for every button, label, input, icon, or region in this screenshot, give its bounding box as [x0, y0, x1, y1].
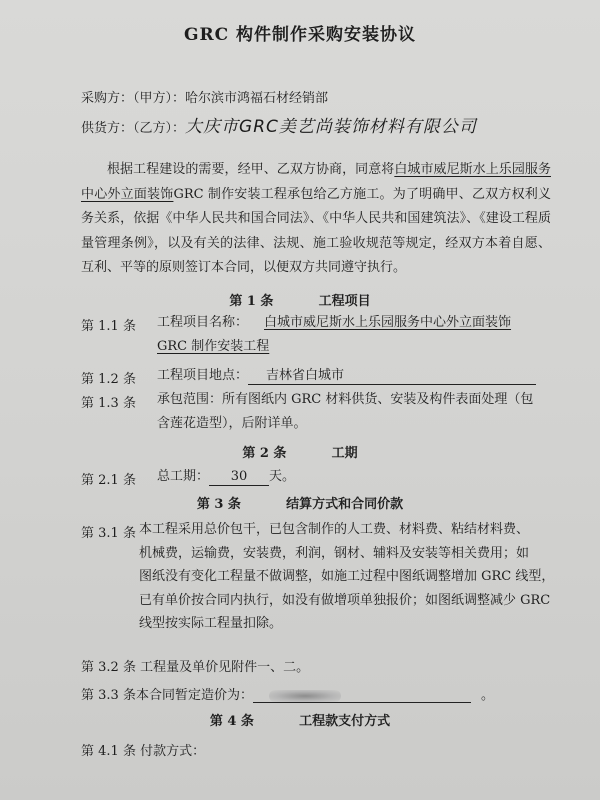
clause-3-2: 第 3.2 条 工程量及单价见附件一、二。	[81, 660, 310, 675]
clause-3-1-line5: 线型按实际工程量扣除。	[139, 616, 283, 631]
buyer-line	[81, 87, 328, 106]
clause-1-1-value: 白城市威尼斯水上乐园服务中心外立面装饰	[264, 315, 512, 330]
intro-text-2: GRC 制作安装工程承包给乙方施工。为了明确甲、乙双方权利义务关系，依据《中华人民共和国合同法》、《中华人民共和国建筑法》、《建设工程质量管理条例》，以及有关的法律、法规、施工验收规范等规定，经双方本着自愿、互利、平等的原则签订本合同，以便双方共同遵守执行。	[81, 186, 551, 275]
clause-3-1-line3: 图纸没有变化工程量不做调整，如施工过程中图纸调整增加 GRC 线型，	[139, 569, 555, 584]
intro-project-name: 白城市威尼斯水上乐园服务中心外立面装饰	[81, 162, 551, 202]
article-1-heading: 第 1 条 工程项目	[229, 294, 371, 309]
buyer-label: 采购方：（甲方）：	[81, 91, 186, 106]
clause-1-3-no: 第 1.3 条	[81, 396, 136, 411]
clause-3-1-no: 第 3.1 条	[81, 526, 136, 541]
clause-1-3-line2: 含莲花造型），后附详单。	[157, 415, 307, 431]
clause-3-1-line2: 机械费，运输费，安装费，利润，钢材、辅料及安装等相关费用；如	[139, 545, 530, 561]
clause-1-1-value-2: GRC 制作安装工程	[157, 338, 270, 354]
clause-1-2-label: 工程项目地点：	[157, 368, 249, 383]
redacted-price-blur	[269, 690, 341, 702]
article-4-heading: 第 4 条 工程款支付方式	[209, 714, 391, 729]
clause-2-1	[157, 465, 295, 489]
clause-3-1-line4: 已有单价按合同内执行，如没有做增项单独报价；如图纸调整减少 GRC	[139, 592, 551, 608]
clause-2-1-label: 总工期：	[157, 469, 210, 484]
clause-1-2-value: 吉林省白城市	[248, 368, 536, 385]
clause-2-1-value: 30	[209, 469, 269, 486]
clause-3-1-line1: 本工程采用总价包干，已包含制作的人工费、材料费、粘结材料费、	[139, 522, 530, 537]
intro-paragraph	[81, 158, 551, 281]
clause-1-3-line1: 承包范围：所有图纸内 GRC 材料供货、安装及构件表面处理（包	[157, 392, 534, 407]
clause-1-1-label: 工程项目名称：	[157, 315, 249, 330]
clause-1-2	[157, 364, 536, 388]
clause-3-3	[81, 684, 494, 703]
clause-1-1-no: 第 1.1 条	[81, 319, 136, 334]
clause-3-3-text: 第 3.3 条本合同暂定造价为：	[81, 688, 253, 703]
clause-1-3	[157, 388, 533, 435]
clause-1-1	[157, 311, 511, 358]
clause-3-3-end: 。	[480, 688, 494, 703]
clause-3-1	[139, 518, 559, 636]
supplier-line	[81, 112, 477, 137]
clause-1-2-no: 第 1.2 条	[81, 372, 136, 387]
intro-text-1: 根据工程建设的需要，经甲、乙双方协商，同意将	[107, 162, 395, 177]
supplier-name-handwritten: 大庆市GRC美艺尚装饰材料有限公司	[185, 117, 477, 137]
clause-4-1: 第 4.1 条 付款方式：	[81, 744, 206, 759]
article-3-heading: 第 3 条 结算方式和合同价款	[196, 497, 404, 512]
supplier-label: 供货方：（乙方）：	[81, 121, 186, 136]
article-2-heading: 第 2 条 工期	[242, 446, 358, 461]
clause-2-1-no: 第 2.1 条	[81, 473, 136, 488]
buyer-name: 哈尔滨市鸿福石材经销部	[185, 91, 329, 106]
clause-2-1-unit: 天。	[269, 469, 296, 484]
document-title: GRC 构件制作采购安装协议	[183, 25, 417, 45]
contract-price-blank	[253, 688, 471, 703]
